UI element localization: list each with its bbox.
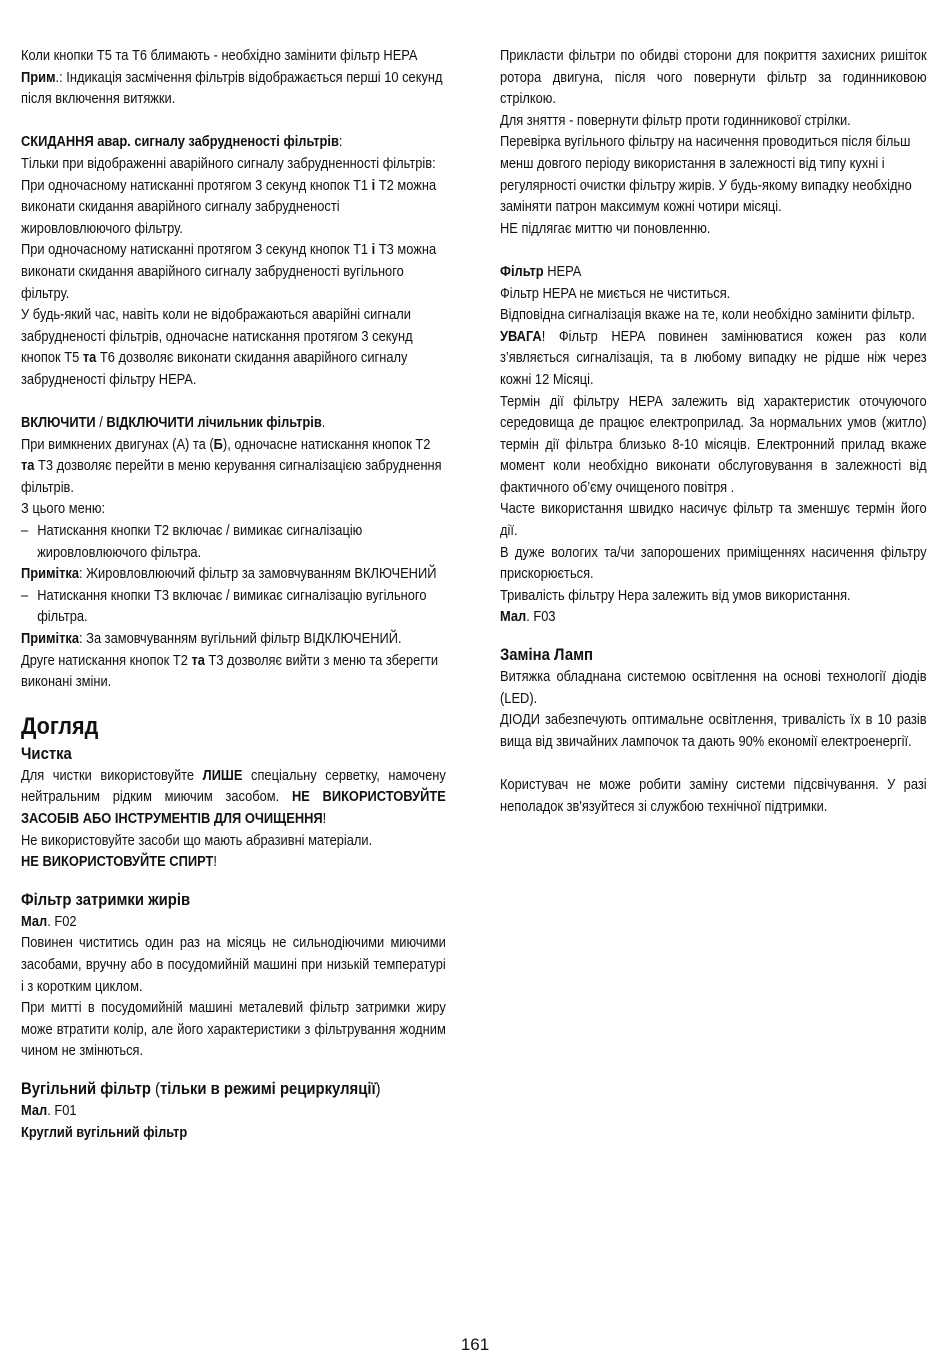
paragraph: У будь-який час, навіть коли не відображаються аварійні сигнали забрудненості фільтрів, одночасне натискання протягом 3 секунд кнопок T5 та T6 дозволяє виконати скидання аварійного сигналу забрудненості фільтру HEPA. xyxy=(21,307,413,388)
paragraph: При одночасному натисканні протягом 3 секунд кнопок T1 і T2 можна виконати скидання аварійного сигналу забрудненості жировловлюючого фільтру. xyxy=(21,177,437,237)
carbon-filter-title: Вугільний фільтр (тільки в режимі рециркуляції) xyxy=(21,1079,381,1098)
warning-paragraph: УВАГА! Фільтр HEPA повинен замінюватися кожен раз коли з’являється сигналізація, та в любому випадку не рідше ніж через кожні 12 Місяці. xyxy=(500,328,927,388)
paragraph: Перевірка вугільного фільтру на насичення проводиться після більш менш довгого періоду використання в залежності від типу кухні і регулярності очистки фільтру жирів. У будь-якому випадку необхідно заміняти патрон максимум кожні чотири місяці. xyxy=(500,134,912,216)
paragraph: Круглий вугільний фільтр xyxy=(21,1124,188,1141)
paragraph: Часте використання швидко насичує фільтр та зменшує термін його дії. xyxy=(500,501,927,540)
right-column xyxy=(500,46,927,818)
paragraph: Друге натискання кнопок T2 та T3 дозволяє вийти з меню та зберегти виконані зміни. xyxy=(21,652,439,691)
paragraph: Витяжка обладнана системою освітлення на основі технології діодів (LED). xyxy=(500,669,927,707)
cleaning-title: Чистка xyxy=(21,744,72,763)
hepa-title: Фільтр HEPA xyxy=(500,263,582,280)
paragraph: Для чистки використовуйте ЛИШЕ спеціальну серветку, намочену нейтральним рідким миючим засобом. НЕ ВИКОРИСТОВУЙТЕ ЗАСОБІВ АБО ІНСТРУМЕНТІВ ДЛЯ ОЧИЩЕННЯ! xyxy=(21,767,446,827)
paragraph: Для зняття - повернути фільтр проти годинникової стрілки. xyxy=(500,112,851,129)
paragraph: Прикласти фільтри по обидві сторони для покриття захисних ришіток ротора двигуна, після чого повернути фільтр за годинниковою стрілкою. xyxy=(500,48,927,108)
paragraph: При митті в посудомийній машині металевий фільтр затримки жиру може втратити колір, але його характеристики з фільтрування жодним чином не змінються. xyxy=(21,1000,446,1060)
page-number: 161 xyxy=(460,1335,490,1354)
care-title: Догляд xyxy=(21,712,99,740)
paragraph: З цього меню: xyxy=(21,501,106,518)
paragraph: Термін дії фільтру HEPA залежить від характеристик оточуючого середовища де працює електроприлад. За нормальних умов (житло) термін дії фільтра близько 8-10 місяців. Електронний прилад вкаже момент коли необхідно виконати обслуговування в залежності від фактичного об’єму очищеного повітря . xyxy=(500,393,927,496)
paragraph: В дуже вологих та/чи запорошених приміщеннях насичення фільтру прискорюється. xyxy=(500,544,927,583)
left-column xyxy=(21,46,446,1144)
note-paragraph: Примітка: Жировловлюючий фільтр за замовчуванням ВКЛЮЧЕНИЙ xyxy=(21,566,437,583)
list-item: – Натискання кнопки T2 включає / вимикає сигналізацію жировловлюючого фільтра. xyxy=(21,523,363,561)
paragraph: Повинен чиститись один раз на місяць не сильнодіючими миючими засобами, вручну або в посудомийній машині при низькій температурі і з коротким циклом. xyxy=(21,935,446,995)
paragraph: При вимкнених двигунах (A) та (Б), одночасне натискання кнопок T2 та T3 дозволяє перейти в меню керування сигналізацією забруднення фільтрів. xyxy=(21,436,442,496)
paragraph: Відповідна сигналізація вкаже на те, коли необхідно замінити фільтр. xyxy=(500,307,915,324)
grease-filter-title: Фільтр затримки жирів xyxy=(21,890,191,909)
section-heading-reset: СКИДАННЯ авар. сигналу забрудненості фільтрів: xyxy=(21,134,343,151)
note-paragraph: Прим.: Індикація засмічення фільтрів відображається перші 10 секунд після включення витяжки. xyxy=(21,69,443,108)
note-label: Прим xyxy=(21,69,56,86)
paragraph: Користувач не може робити заміну системи підсвічування. У разі неполадок зв'язуйтеся зі службою технічної підтримки. xyxy=(500,777,927,815)
figure-ref: Мал. F01 xyxy=(21,1102,77,1119)
list-item: – Натискання кнопки T3 включає / вимикає сигналізацію вугільного фільтра. xyxy=(21,587,427,626)
paragraph: Тривалість фільтру Hepa залежить від умов використання. xyxy=(500,587,851,604)
paragraph: НЕ ВИКОРИСТОВУЙТЕ СПИРТ! xyxy=(21,854,217,871)
paragraph: Не використовуйте засоби що мають абразивні матеріали. xyxy=(21,832,373,849)
figure-ref: Мал. F03 xyxy=(500,609,556,626)
figure-ref: Мал. F02 xyxy=(21,913,77,930)
paragraph: Тільки при відображенні аварійного сигналу забрудненності фільтрів: xyxy=(21,155,436,172)
paragraph: НЕ підлягає миттю чи поновленню. xyxy=(500,220,711,237)
paragraph: При одночасному натисканні протягом 3 секунд кнопок T1 і T3 можна виконати скидання аварійного сигналу забрудненості вугільного фільтру. xyxy=(21,242,437,302)
section-heading-toggle: ВКЛЮЧИТИ / ВІДКЛЮЧИТИ лічильник фільтрів. xyxy=(21,415,326,432)
paragraph: ДІОДИ забезпечують оптимальне освітлення, тривалість їх в 10 разів вища від звичайних лампочок та дають 90% економії електроенергії. xyxy=(500,712,927,750)
paragraph: Коли кнопки T5 та T6 блимають - необхідно замінити фільтр HEPA xyxy=(21,48,418,64)
lamp-title: Заміна Ламп xyxy=(500,646,594,665)
note-paragraph: Примітка: За замовчуванням вугільний фільтр ВІДКЛЮЧЕНИЙ. xyxy=(21,631,402,648)
paragraph: Фільтр HEPA не миється не чиститься. xyxy=(500,285,731,302)
